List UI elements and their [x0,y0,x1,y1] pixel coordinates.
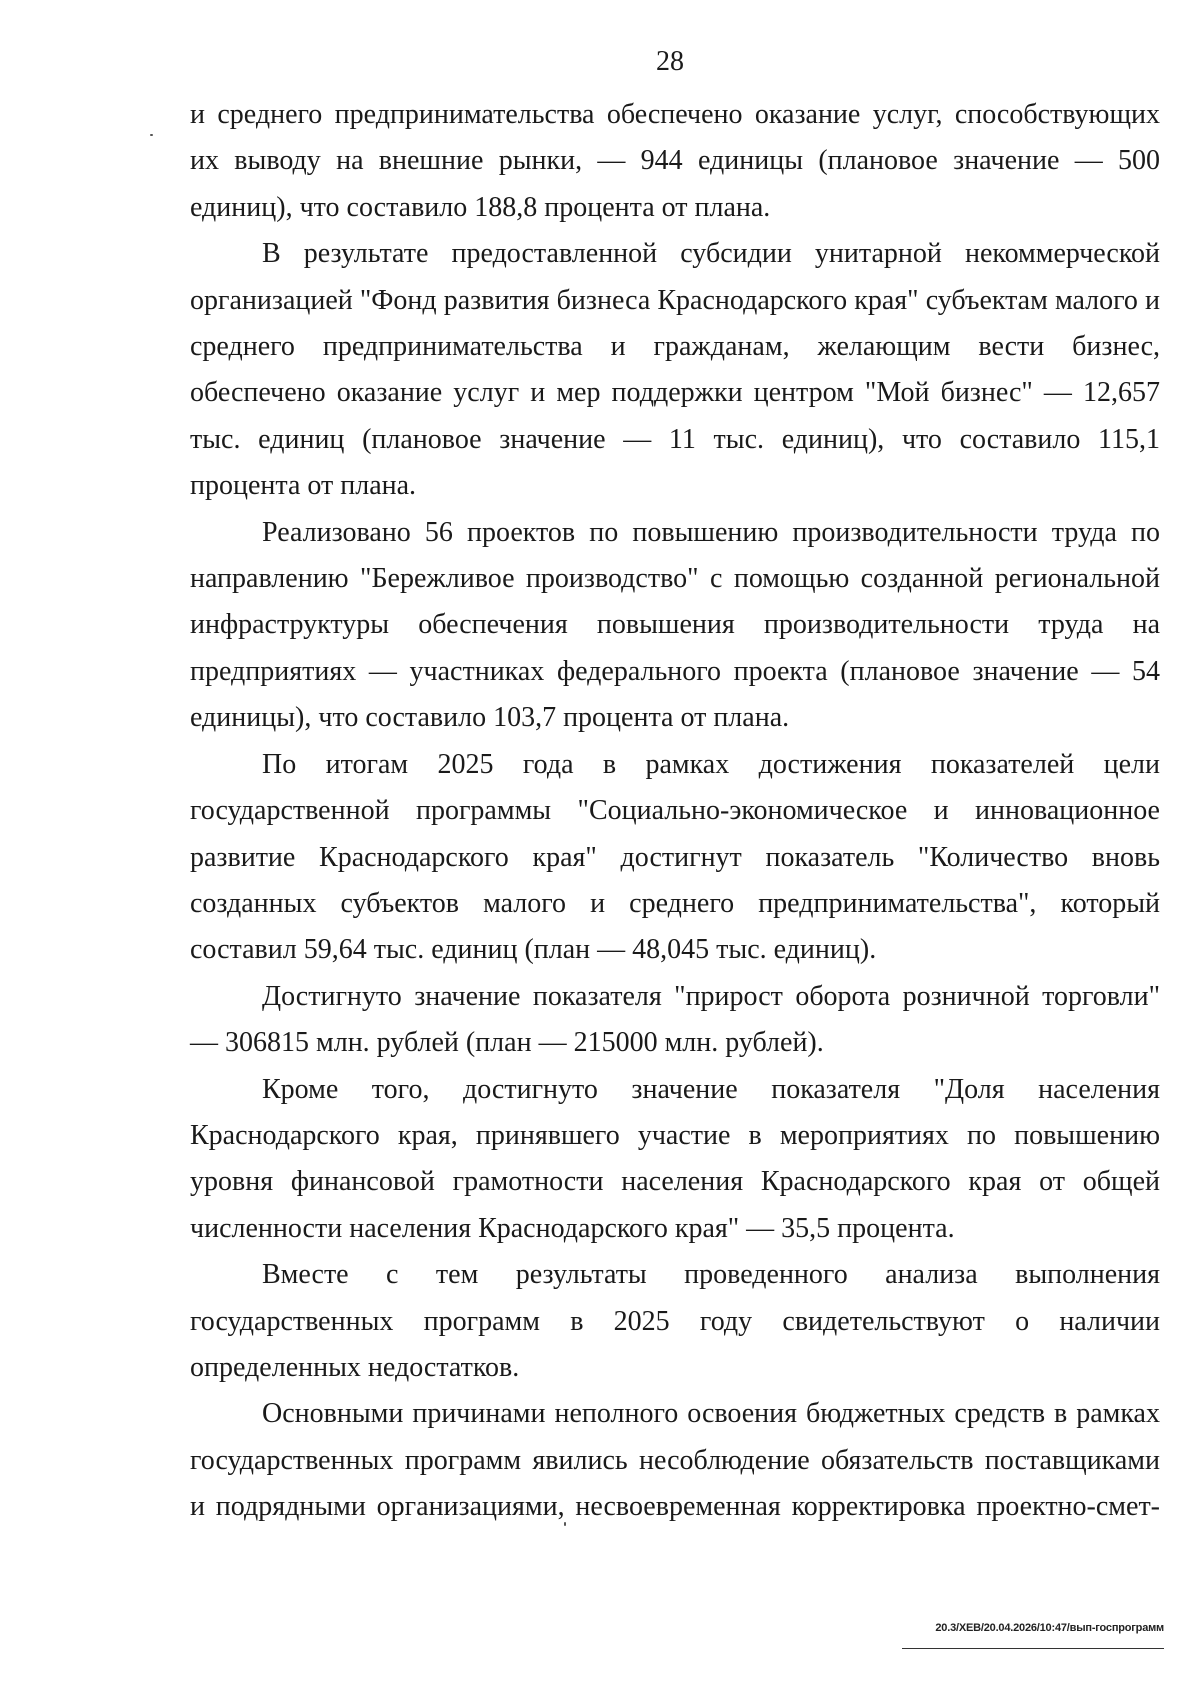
paragraph-lean-projects: Реализовано 56 проектов по повышению производительности труда по направлению "Бережливое производство" с помощью созданной региональной инфраструктуры обеспечения повышения производительности труда на предприятиях — участниках федерального проекта (плановое значение — 54 единицы), что составило 103,7 процента от плана. [190,516,1160,734]
paragraph-financial-literacy: Кроме того, достигнуто значение показателя "Доля населения Краснодарского края, принявшего участие в мероприятиях по повышению уровня финансовой грамотности населения Краснодарского края от общей численности населения Краснодарского края" — 35,5 процента. [190,1073,1160,1244]
document-reference-footer: 20.3/ХЕВ/20.04.2026/10:47/вып-госпрограмм [935,1622,1164,1634]
footer-underline [902,1648,1164,1649]
scan-speck [150,134,153,136]
scan-speck [564,1522,566,1526]
paragraph-retail-turnover: Достигнуто значение показателя "прирост оборота розничной торговли" — 306815 млн. рублей (план — 215000 млн. рублей). [190,980,1160,1059]
paragraph-shortcomings: Вместе с тем результаты проведенного анализа выполнения государственных программ в 2025 году свидетельствуют о наличии определенных недостатков. [190,1259,1160,1383]
page-number: 28 [656,46,684,77]
paragraph-continuation: и среднего предпринимательства обеспечено оказание услуг, способствующих их выводу на внешние рынки, — 944 единицы (плановое значение — 500 единиц), что составило 188,8 процента от плана. [190,99,1160,223]
paragraph-program-goal: По итогам 2025 года в рамках достижения показателей цели государственной программы "Социально-экономическое и инновационное развитие Краснодарского края" достигнут показатель "Количество вновь созданных субъектов малого и среднего предпринимательства", который составил 59,64 тыс. единиц (план — 48,045 тыс. единиц). [190,748,1160,966]
paragraph-subsidy-fund: В результате предоставленной субсидии унитарной некоммерческой организацией "Фонд развития бизнеса Краснодарского края" субъектам малого и среднего предпринимательства и гражданам, желающим вести бизнес, обеспечено оказание услуг и мер поддержки центром "Мой бизнес" — 12,657 тыс. единиц (плановое значение — 11 тыс. единиц), что составило 115,1 процента от плана. [190,238,1160,502]
paragraph-reasons: Основными причинами неполного освоения бюджетных средств в рамках государственных программ явились несоблюдение обязательств поставщиками и подрядными организациями, несвоевременная корректировка проектно-смет- [190,1398,1160,1523]
document-body [190,92,1160,1531]
